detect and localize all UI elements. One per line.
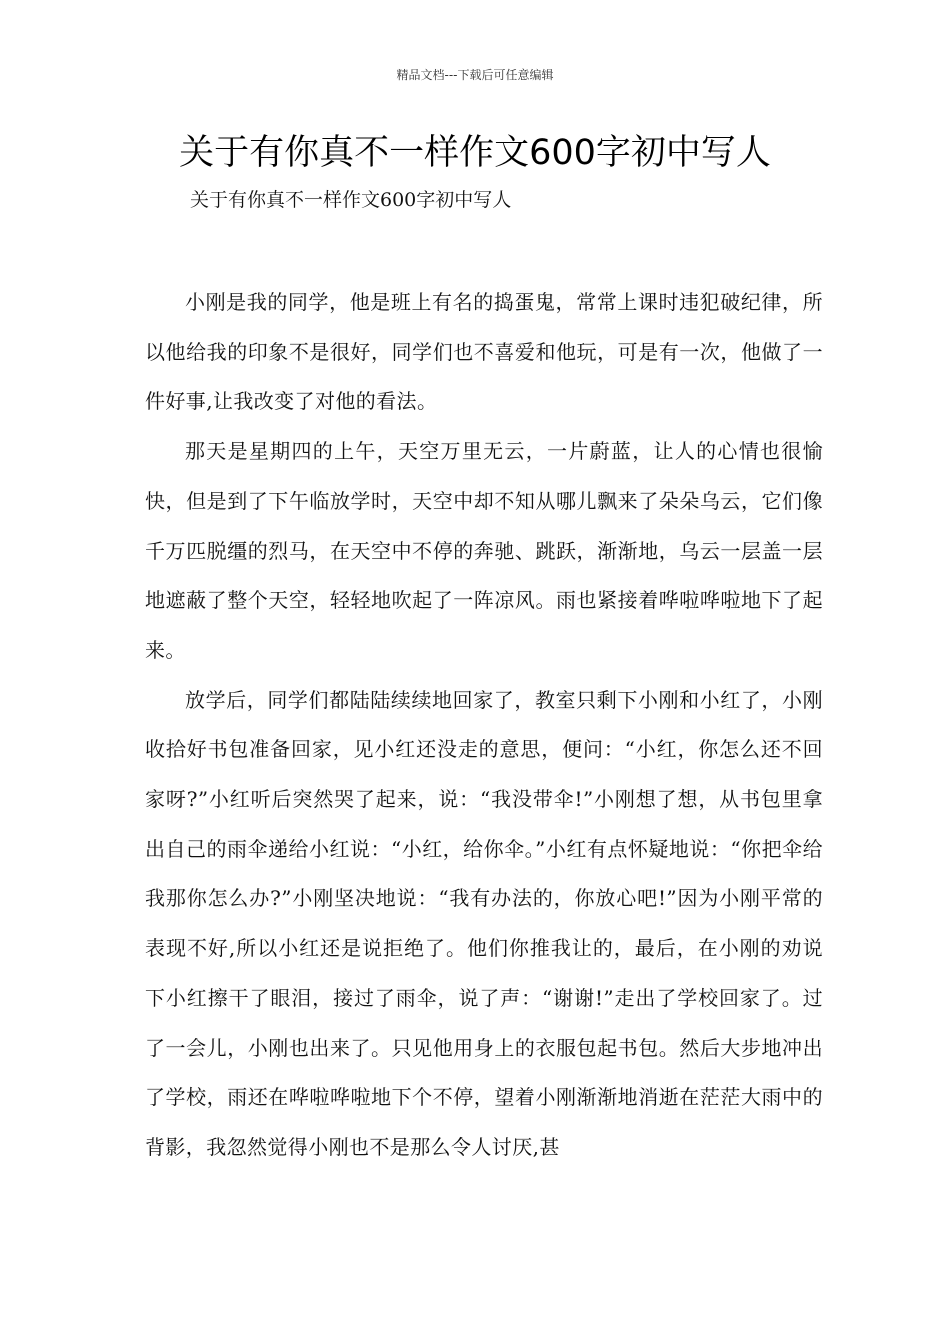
paragraph-3: 放学后，同学们都陆陆续续地回家了，教室只剩下小刚和小红了，小刚收拾好书包准备回家，见小红还没走的意思，便问：“小红，你怎么还不回家呀?”小红听后突然哭了起来，说：“我没带伞!”小刚想了想，从书包里拿出自己的雨伞递给小红说：“小红，给你伞。”小红有点怀疑地说：“你把伞给我那你怎么办?”小刚坚决地说：“我有办法的，你放心吧!”因为小刚平常的表现不好,所以小红还是说拒绝了。他们你推我让的，最后，在小刚的劝说下小红擦干了眼泪，接过了雨伞，说了声：“谢谢!”走出了学校回家了。过了一会儿，小刚也出来了。只见他用身上的衣服包起书包。然后大步地冲出了学校，雨还在哗啦哗啦地下个不停，望着小刚渐渐地消逝在茫茫大雨中的背影，我忽然觉得小刚也不是那么令人讨厌,甚 — [145, 687, 823, 1159]
document-body — [145, 278, 823, 1173]
document-title: 关于有你真不一样作文600字初中写人 — [179, 133, 771, 173]
document-subtitle: 关于有你真不一样作文600字初中写人 — [190, 189, 512, 211]
page-header-note: 精品文档---下载后可任意编辑 — [396, 68, 554, 82]
paragraph-1: 小刚是我的同学，他是班上有名的捣蛋鬼，常常上课时违犯破纪律，所以他给我的印象不是很好，同学们也不喜爱和他玩，可是有一次，他做了一件好事,让我改变了对他的看法。 — [145, 290, 823, 414]
paragraph-2: 那天是星期四的上午，天空万里无云，一片蔚蓝，让人的心情也很愉快，但是到了下午临放学时，天空中却不知从哪儿飘来了朵朵乌云，它们像千万匹脱缰的烈马，在天空中不停的奔驰、跳跃，渐渐地，乌云一层盖一层地遮蔽了整个天空，轻轻地吹起了一阵凉风。雨也紧接着哗啦哗啦地下了起来。 — [145, 439, 823, 662]
